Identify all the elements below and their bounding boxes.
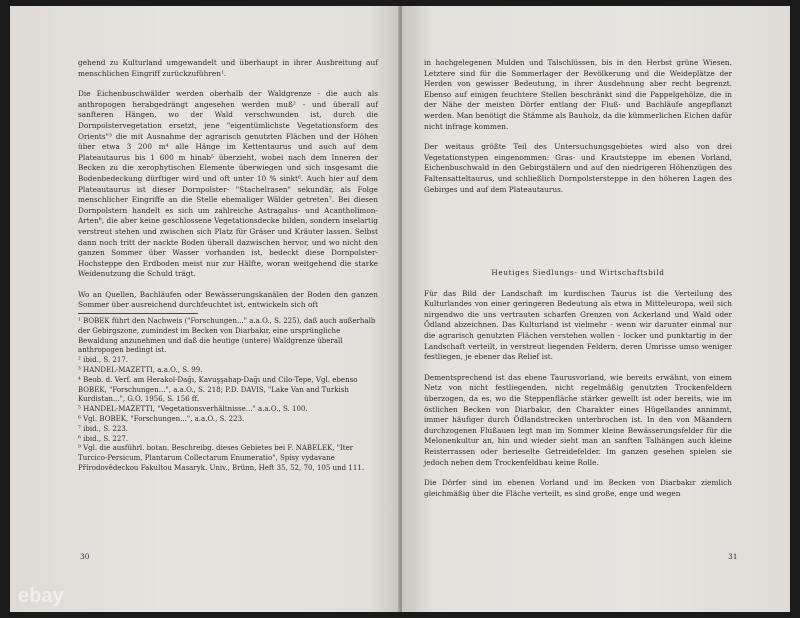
footnote: ² ibid., S. 217. (78, 356, 129, 365)
footnote: ⁹ Vgl. die ausführl. botan. Beschreibg. dieses Gebietes bei F. NABELEK, "Iter Turcico-Persicum, Plantarum Collectarum Enumeratio", Spisy vydavane Přírodovědeckou Fakultou Masaryk. Univ., Brünn, Heft 35, 52, 70, 105 und 111. (78, 444, 365, 473)
footnote: ⁴ Beob. d. Verf. am Herakol-Dağı, Kavuşşahap-Dağı und Cilo-Tepe, Vgl. ebenso BOBEK, "Forschungen...", a.a.O., S. 218; P.D. DAVIS, "Lake Van and Turkish Kurdistan...", G.O. 1956, S. 156 ff. (78, 375, 358, 404)
footnote: ⁷ ibid., S. 223. (78, 424, 129, 433)
footnote: ⁶ Vgl. BOBEK, "Forschungen...", a.a.O., S. 223. (78, 415, 245, 424)
paragraph: Für das Bild der Landschaft im kurdischen Taurus ist die Verteilung des Kulturlandes von einer geringeren Bedeutung als etwa in Mitteleuropa, weil sich nirgendwo die uns vertrauten scharfen Grenzen von Ackerland und Wald oder Ödland abzeichnen. Das Kulturland ist vielmehr - wenn wir darunter einmal nur die agrarisch genutzten Flächen verstehen wollen - locker und punktartig in der Landschaft verteilt, in verstreut liegenden Feldern, deren Umrisse umso weniger festliegen, je ebener das Relief ist. (424, 288, 732, 362)
svg-text:ebay: ebay (18, 585, 64, 607)
page-number: 30 (80, 552, 90, 561)
right-page-body-top (424, 58, 732, 195)
right-page (402, 6, 790, 612)
paragraph: Die Dörfer sind im ebenen Vorland und im Becken von Diarbakır ziemlich gleichmäßig über die Fläche verteilt, es sind große, enge und wegen (424, 478, 732, 498)
footnote: ³ HANDEL-MAZETTI, a.a.O., S. 99. (78, 366, 203, 375)
left-page-body (78, 58, 378, 474)
open-book (10, 6, 790, 612)
footnote-divider (78, 313, 198, 314)
footnote: ⁵ HANDEL-MAZETTI, "Vegetationsverhältnisse..." a.a.O., S. 100. (78, 405, 308, 414)
paragraph: Die Eichenbuschwälder werden oberhalb der Waldgrenze - die auch als anthropogen herabgedrängt angesehen werden muß² - und überall auf sanfteren Hängen, wo der Wald verschwunden ist, durch die Dornpolstervegetation ersetzt, jene "eigentümlichste Vegetationsform des Orients"³ die mit Ausnahme der agrarisch genutzten Flächen und der Höhen über etwa 3 200 m⁴ alle Hänge im Kettentaurus und auch auf dem Plateautaurus bis 1 600 m hinab⁵ überzieht, wobei nach dem Inneren der Becken zu die xerophytischen Elemente überwiegen und sich insgesamt die Bodenbedeckung dürftiger wird und oft unter 10 % sinkt⁶. Auch hier auf dem Plateautaurus ist dieser Dornpolster- "Stachelrasen" sekundär, als Folge menschlicher Eingriffe an die Stelle ehemaliger Wälder getreten⁷. Bei diesen Dornpolstern handelt es sich um zahlreiche Astragalus- und Acantholimon-Arten⁸, die aber keine geschlossene Vegetationsdecke bilden, sondern inselartig verstreut stehen und zwischen sich Platz für Gräser und Kräuter lassen. Selbst dann noch tritt der nackte Boden überall dazwischen hervor, und wo nicht den ganzen Sommer über Wasser vorhanden ist, bedeckt diese Dornpolster-Hochsteppe den Erdboden meist nur zur Hälfte, woran weitgehend die starke Weidenutzung die Schuld trägt. (78, 89, 378, 279)
left-page (10, 6, 400, 612)
paragraph: Der weitaus größte Teil des Untersuchungsgebietes wird also von drei Vegetationstypen eingenommen: Gras- und Krautsteppe im ebenen Vorland, Eichenbuschwald in den Gebirgstälern und auf den niedrigeren Höhenzügen des Faltensatteltaurus, und schließlich Dornpolstersteppe in den höheren Lagen des Gebirges und auf dem Plateautaurus. (424, 142, 732, 194)
section-heading: Heutiges Siedlungs- und Wirtschaftsbild (491, 268, 665, 277)
footnote: ⁸ ibid., S. 227. (78, 434, 129, 443)
paragraph: in hochgelegenen Mulden und Talschlüssen, bis in den Herbst grüne Wiesen. Letztere sind für die Sommerlager der Bevölkerung und die Weideplätze der Herden von gewisser Bedeutung, in ihrer Ausdehnung aber recht begrenzt. Ebenso auf einigen feuchtere Stellen beschränkt sind die Pappelgehölze, die in der Nähe der meisten Dörfer entlang der Fluß- und Bachläufe angepflanzt werden. Man benötigt die Stämme als Bauholz, da die kümmerlichen Eichen dafür nicht infrage kommen. (424, 58, 732, 131)
page-number: 31 (728, 552, 738, 561)
right-page-body-bottom (424, 268, 732, 499)
paragraph: gehend zu Kulturland umgewandelt und überhaupt in ihrer Ausbreitung auf menschlichen Eingriff zurückzuführen¹. (78, 58, 378, 78)
ebay-watermark-logo (16, 582, 74, 608)
paragraph: Dementsprechend ist das ebene Taurusvorland, wie bereits erwähnt, von einem Netz von nicht festliegenden, nicht regelmäßig genutzten Trockenfeldern überzogen, da es, wo die Steppenfläche stärker gewellt ist oder bereits, wie im östlichen Becken von Diarbakır, den Charakter eines Hügellandes annimmt, immer häufiger durch Ödlandstrecken unterbrochen ist. In den von Mäandern durchzogenen Flußauen legt man im Sommer kleine Bewässerungsfelder für die Melonenkultur an, hin und wieder sieht man an sanften Talhängen auch kleine Reisterrassen oder berieselte Getreidefelder. Im ganzen gesehen spielen sie jedoch neben dem Trockenfeldbau keine Rolle. (424, 372, 732, 467)
footnote: ¹ BOBEK führt den Nachweis ("Forschungen..." a.a.O., S. 225), daß auch außerhalb der Gebirgszone, zumindest im Becken von Diarbakır, eine ursprüngliche Bewaldung anzunehmen und daß die heutige (untere) Waldgrenze überall anthropogen bedingt ist. (78, 317, 376, 355)
paragraph: Wo an Quellen, Bachläufen oder Bewässerungskanälen der Boden den ganzen Sommer über ausreichend durchfeuchtet ist, entwickeln sich oft (78, 289, 378, 310)
